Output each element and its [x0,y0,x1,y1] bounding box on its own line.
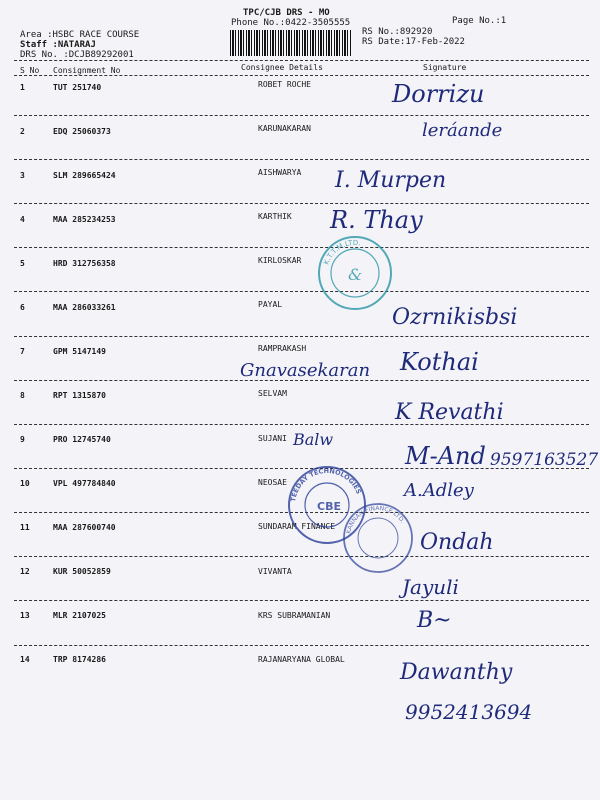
stamp-text: TEEDAY TECHNOLOGIES [289,466,363,503]
drs-number: DRS No. :DCJB89292001 [20,50,134,60]
signature-handwriting: Kothai [400,348,479,376]
signature-handwriting: Jayuli [402,575,459,599]
col-consignment: Consignment No [53,66,121,75]
phone-number: Phone No.:0422-3505555 [231,18,351,28]
stamp-center-text: CBE [317,500,341,513]
row-sno: 13 [20,611,30,620]
col-signature: Signature [423,63,467,72]
row-consignee: ROBET ROCHE [258,80,311,89]
signature-handwriting: Gnavasekaran [240,360,371,381]
row-sno: 4 [20,215,25,224]
row-divider [14,115,589,116]
row-consignee: PAYAL [258,300,283,309]
signature-handwriting: leráande [422,120,503,141]
row-sno: 10 [20,479,30,488]
row-divider [14,159,589,160]
row-sno: 8 [20,391,25,400]
row-sno: 5 [20,259,25,268]
row-sno: 12 [20,567,30,576]
row-consignment: KUR 50052859 [53,567,111,576]
stamp-text: K.T.T.M.LTD. [322,238,362,266]
signature-handwriting: Ozrnikisbsi [392,305,518,330]
signature-handwriting: K Revathi [395,400,504,425]
signature-handwriting: Dawanthy [400,660,513,685]
row-consignment: EDQ 25060373 [53,127,111,136]
signature-handwriting: I. Murpen [335,168,447,193]
signature-handwriting: B~ [417,608,452,633]
row-sno: 1 [20,83,25,92]
header-divider-bottom [14,75,589,76]
row-divider [14,556,589,557]
row-divider [14,645,589,646]
svg-text:&: & [348,265,363,284]
row-sno: 2 [20,127,25,136]
col-sno: S No [20,66,40,75]
signature-handwriting: A.Adley [404,480,474,501]
sheet-title: TPC/CJB DRS - MO [243,8,330,18]
row-consignee: RAMPRAKASH [258,344,307,353]
row-sno: 7 [20,347,25,356]
svg-text:TEEDAY TECHNOLOGIES [289,467,363,502]
row-divider [14,247,589,248]
row-consignment: SLM 289665424 [53,171,116,180]
row-sno: 9 [20,435,25,444]
signature-handwriting: Balw [293,430,334,449]
row-consignment: RPT 1315870 [53,391,106,400]
row-sno: 14 [20,655,30,664]
area-label: Area :HSBC RACE COURSE [20,30,140,40]
row-sno: 6 [20,303,25,312]
row-consignment: MAA 286033261 [53,303,116,312]
signature-handwriting: R. Thay [330,206,423,234]
company-stamp [340,500,416,576]
row-consignment: MAA 287600740 [53,523,116,532]
row-consignment: GPM 5147149 [53,347,106,356]
company-stamp [315,233,395,313]
rs-date: RS Date:17-Feb-2022 [362,37,465,47]
row-consignment: PRO 12745740 [53,435,111,444]
stamp-text: KANNAN FINANCE LTD. [345,504,407,535]
header-divider-top [14,60,589,61]
row-consignment: MLR 2107025 [53,611,106,620]
page-number: Page No.:1 [452,16,507,26]
row-consignee: RAJANARYANA GLOBAL [258,655,345,664]
row-consignment: MAA 285234253 [53,215,116,224]
row-consignee: KARTHIK [258,212,292,221]
row-consignee: AISHWARYA [258,168,302,177]
row-consignee: KARUNAKARAN [258,124,311,133]
row-consignee: SUNDARAM FINANCE [258,522,336,531]
row-consignee: SUJANI [258,434,287,443]
row-consignment: TRP 8174286 [53,655,106,664]
row-consignee: SELVAM [258,389,287,398]
barcode [230,30,352,56]
row-sno: 3 [20,171,25,180]
row-divider [14,203,589,204]
row-divider [14,600,589,601]
signature-handwriting: Ondah [420,530,494,555]
row-consignment: HRD 312756358 [53,259,116,268]
rs-number: RS No.:892920 [362,27,433,37]
row-consignment: TUT 251740 [53,83,102,92]
handwritten-phone-number: 9952413694 [405,700,533,724]
col-consignee: Consignee Details [241,63,323,72]
row-consignee: VIVANTA [258,567,292,576]
row-consignee: KIRLOSKAR [258,256,302,265]
row-divider [14,336,589,337]
row-consignee: KRS SUBRAMANIAN [258,611,331,620]
signature-handwriting: Dorrizu [392,80,485,108]
row-divider [14,291,589,292]
row-sno: 11 [20,523,30,532]
staff-label: Staff :NATARAJ [20,40,96,50]
signature-handwriting: 9597163527 [490,450,599,470]
signature-handwriting: M-And [405,442,486,470]
row-consignment: VPL 497784840 [53,479,116,488]
row-consignee: NEOSAE [258,478,287,487]
